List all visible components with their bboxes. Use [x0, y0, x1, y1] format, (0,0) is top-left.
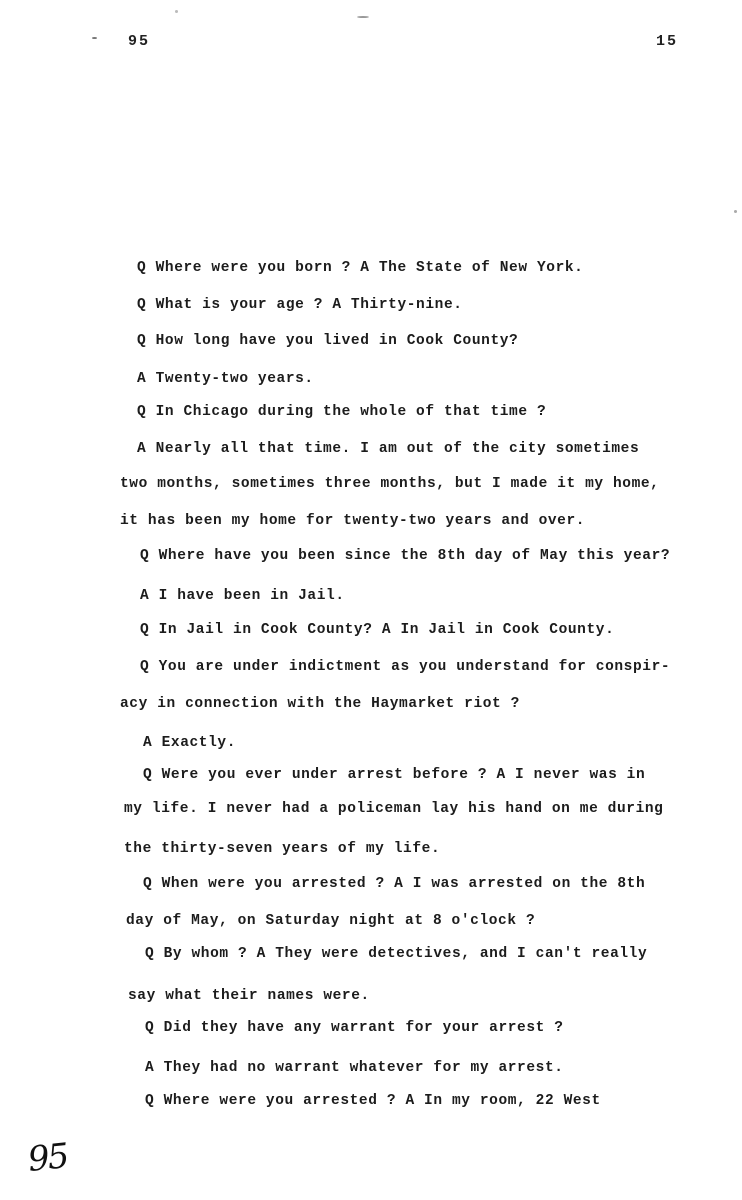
- transcript-line: day of May, on Saturday night at 8 o'clock ?: [126, 913, 536, 929]
- transcript-line: it has been my home for twenty-two years and over.: [120, 513, 586, 529]
- transcript-line: Q What is your age ? A Thirty-nine.: [137, 297, 463, 313]
- page-number-right: 15: [656, 33, 679, 50]
- transcript-line: A Twenty-two years.: [137, 371, 314, 387]
- transcript-line: Q Where were you arrested ? A In my room, 22 West: [145, 1093, 601, 1109]
- transcript-line: my life. I never had a policeman lay his hand on me during: [124, 801, 664, 817]
- handwritten-page-number: 95: [26, 1136, 70, 1180]
- transcript-line: Q How long have you lived in Cook County?: [137, 333, 519, 349]
- scan-speck: [175, 10, 178, 13]
- transcript-line: Q Where were you born ? A The State of New York.: [137, 260, 584, 276]
- transcript-line: acy in connection with the Haymarket riot ?: [120, 696, 520, 712]
- scan-speck: [92, 37, 97, 39]
- transcript-line: Q By whom ? A They were detectives, and I can't really: [145, 946, 648, 962]
- transcript-line: Q In Chicago during the whole of that time ?: [137, 404, 547, 420]
- transcript-line: A They had no warrant whatever for my arrest.: [145, 1060, 564, 1076]
- transcript-line: Q Did they have any warrant for your arrest ?: [145, 1020, 564, 1036]
- transcript-line: Q In Jail in Cook County? A In Jail in Cook County.: [140, 622, 615, 638]
- scan-speck: [357, 16, 369, 18]
- transcript-line: A Exactly.: [143, 735, 237, 751]
- transcript-line: A I have been in Jail.: [140, 588, 345, 604]
- transcript-line: A Nearly all that time. I am out of the city sometimes: [137, 441, 640, 457]
- transcript-line: say what their names were.: [128, 988, 370, 1004]
- transcript-line: Q Where have you been since the 8th day of May this year?: [140, 548, 671, 564]
- transcript-line: the thirty-seven years of my life.: [124, 841, 441, 857]
- scan-speck: [734, 210, 737, 213]
- transcript-line: two months, sometimes three months, but I made it my home,: [120, 476, 660, 492]
- page-number-left: 95: [128, 33, 151, 50]
- transcript-line: Q Were you ever under arrest before ? A I never was in: [143, 767, 646, 783]
- transcript-line: Q You are under indictment as you understand for conspir-: [140, 659, 671, 675]
- transcript-line: Q When were you arrested ? A I was arrested on the 8th: [143, 876, 646, 892]
